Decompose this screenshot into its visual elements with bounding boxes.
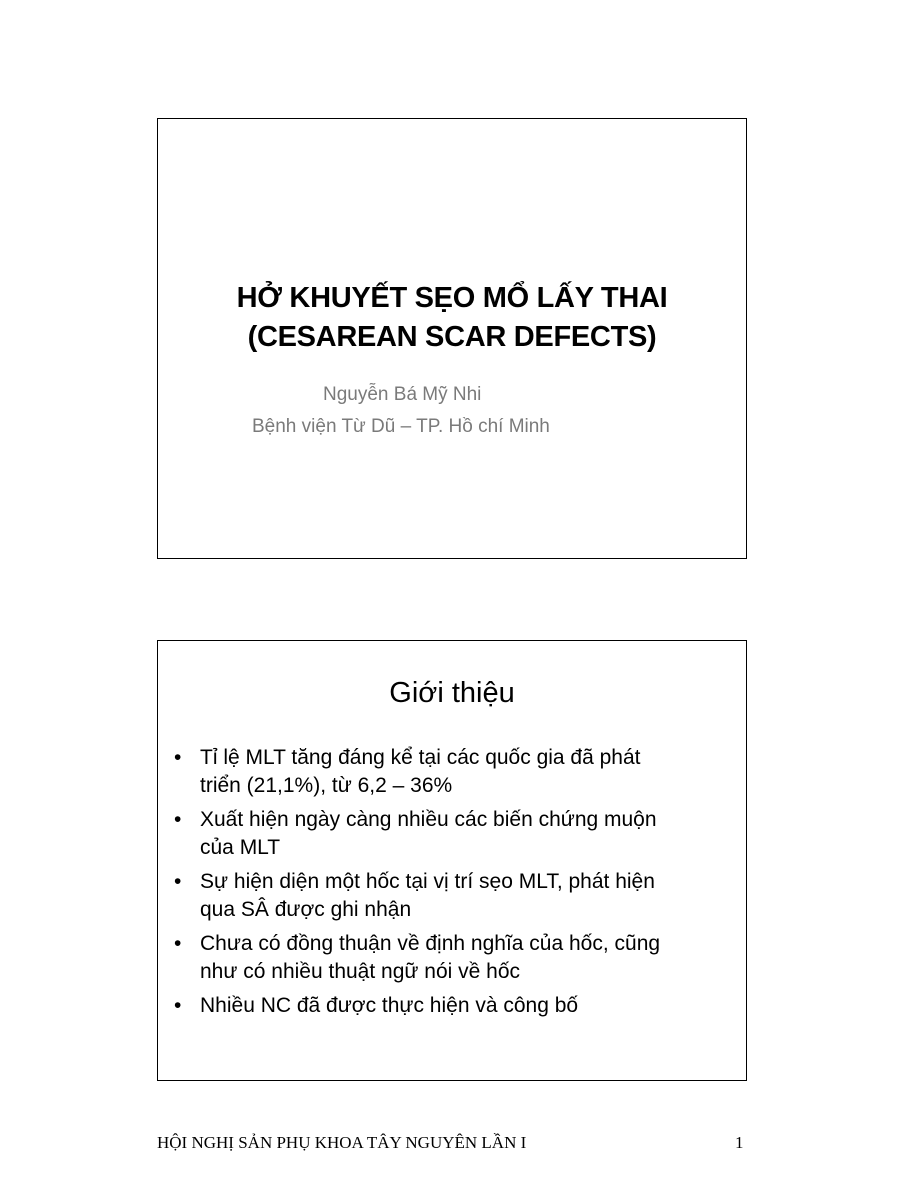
title-slide bbox=[157, 118, 747, 559]
bullet-line: Xuất hiện ngày càng nhiều các biến chứng muộn bbox=[200, 808, 657, 831]
bullet-line: Nhiều NC đã được thực hiện và công bố bbox=[200, 994, 579, 1017]
bullet-list bbox=[174, 744, 734, 1026]
bullet-dot-icon: • bbox=[174, 932, 182, 955]
title-line-2: (CESAREAN SCAR DEFECTS) bbox=[247, 321, 657, 353]
intro-slide bbox=[157, 640, 747, 1081]
bullet-line: Chưa có đồng thuận về định nghĩa của hốc, cũng bbox=[200, 932, 661, 955]
bullet-item bbox=[174, 806, 734, 862]
bullet-line: qua SÂ được ghi nhận bbox=[200, 898, 412, 921]
bullet-dot-icon: • bbox=[174, 994, 182, 1017]
bullet-line: Sự hiện diện một hốc tại vị trí sẹo MLT, phát hiện bbox=[200, 870, 655, 893]
bullet-item bbox=[174, 930, 734, 986]
title-line-1: HỞ KHUYẾT SẸO MỔ LẤY THAI bbox=[236, 282, 668, 314]
bullet-line: như có nhiều thuật ngữ nói về hốc bbox=[200, 960, 521, 983]
bullet-item bbox=[174, 992, 734, 1020]
bullet-line: của MLT bbox=[200, 836, 281, 859]
author-name: Nguyễn Bá Mỹ Nhi bbox=[323, 384, 482, 405]
bullet-line: Tỉ lệ MLT tăng đáng kể tại các quốc gia đã phát bbox=[200, 746, 641, 769]
page-number: 1 bbox=[735, 1133, 744, 1152]
presentation-title bbox=[158, 279, 746, 357]
bullet-line: triển (21,1%), từ 6,2 – 36% bbox=[200, 774, 453, 797]
bullet-item bbox=[174, 744, 734, 800]
bullet-dot-icon: • bbox=[174, 870, 182, 893]
bullet-dot-icon: • bbox=[174, 746, 182, 769]
conference-footer: HỘI NGHỊ SẢN PHỤ KHOA TÂY NGUYÊN LẦN I bbox=[157, 1133, 527, 1152]
bullet-item bbox=[174, 868, 734, 924]
bullet-dot-icon: • bbox=[174, 808, 182, 831]
slide-title: Giới thiệu bbox=[389, 677, 515, 709]
author-affiliation: Bệnh viện Từ Dũ – TP. Hồ chí Minh bbox=[252, 416, 550, 437]
